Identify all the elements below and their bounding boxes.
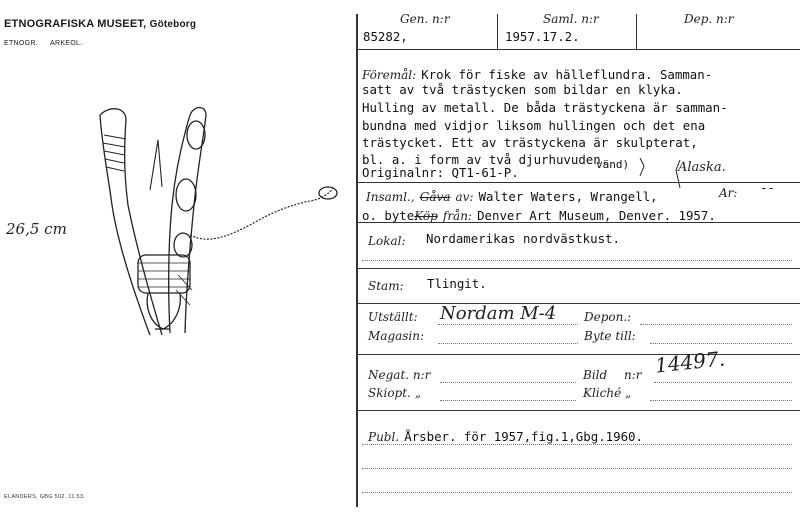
depon-label: Depon.: [584,310,632,324]
museum-city: Göteborg [149,19,197,30]
publ-dotted-line-2 [362,468,792,469]
rule-after-magasin [357,354,800,355]
foremal-label: Föremål: [362,68,417,82]
publ-dotted-line-3 [362,492,792,493]
foremal-text-2: satt av två trästycken som bildar en klyka. [362,82,683,97]
card-divider [356,14,358,507]
foremal-line-1 [362,64,712,83]
museum-name: ETNOGRAFISKA MUSEET, [4,18,147,30]
lokal-label: Lokal: [368,234,406,248]
gen-nr-value: 85282, [363,29,408,44]
lokal-dotted-line [362,260,792,261]
foremal-text-3: Hulling av metall. De båda trästyckena är samman- [362,100,728,115]
skiopt-dotted-line [440,400,576,401]
department-archaeology: ARKEOL. [50,40,83,47]
publ-label: Publ. [368,430,400,444]
publ-row [368,426,643,445]
rule-after-ids [357,49,800,50]
insaml-struck-gift: Gåva [419,190,451,204]
byte-till-dotted-line [650,343,792,344]
kliche-dotted-line [650,400,792,401]
lokal-value: Nordamerikas nordvästkust. [426,231,620,246]
magasin-label: Magasin: [368,329,425,343]
insaml-value: Walter Waters, Wrangell, [478,189,658,204]
byte-till-label: Byte till: [584,329,636,343]
department-ethnography: ETNOGR. [4,40,38,47]
insaml-prefix: o. byte [362,208,415,223]
publ-value: Årsber. för 1957,fig.1,Gbg.1960. [404,429,643,444]
bild-dotted-line [654,382,792,383]
utstallt-label: Utställt: [368,310,418,324]
negat-dotted-line [440,382,576,383]
foremal-text-6: bl. a. i form av två djurhuvuden. [362,152,609,167]
rule-after-lokal [357,268,800,269]
foremal-insert: vänd) [596,158,630,171]
bild-nr-label: n:r [624,368,642,382]
id-divider-1 [497,14,498,49]
saml-nr-value: 1957.17.2. [505,29,580,44]
bild-value: 14497. [653,346,727,378]
museum-header [4,18,196,30]
id-divider-2 [636,14,637,49]
rule-after-skiopt [357,410,800,411]
insaml-av-label: av: [455,190,474,204]
foremal-text-5: trästycket. Ett av trästyckena är skulpterat, [362,135,698,150]
negat-label: Negat. n:r [368,368,431,382]
rule-after-foremal [357,182,800,183]
skiopt-label: Skiopt. „ [368,386,421,400]
insaml-row-1 [366,186,658,205]
bild-label: Bild [583,368,608,382]
gen-nr-label: Gen. n:r [400,12,450,26]
foremal-text-4: bundna med vidjor liksom hullingen och det ena [362,118,706,133]
foremal-text-1: Krok för fiske av hälleflundra. Samman- [421,67,713,82]
publ-dotted-line-1 [362,444,792,445]
saml-nr-label: Saml. n:r [543,12,599,26]
insaml-place-handwritten: Alaska. [678,160,726,175]
rule-after-insaml [357,222,800,223]
printer-footer: ELANDERS, GBG 502. 11.53. [4,494,86,500]
magasin-dotted-line [438,343,578,344]
utstallt-value: Nordam M-4 [440,303,557,324]
kliche-label: Kliché „ [583,386,632,400]
depon-dotted-line [640,324,792,325]
insaml-fran-value: Denver Art Museum, Denver. 1957. [477,208,716,223]
utstallt-dotted-line [438,324,578,325]
insaml-fran-label: från: [442,209,472,223]
ar-value: -- [760,180,775,195]
stam-value: Tlingit. [427,276,487,291]
ar-label: Ar: [719,186,738,200]
insaml-label: Insaml., [366,190,415,204]
stam-label: Stam: [368,279,404,293]
insaml-struck-purchase: Köp [414,209,438,223]
rule-after-stam [357,303,800,304]
dep-nr-label: Dep. n:r [684,12,734,26]
size-annotation: 26,5 cm [6,220,67,238]
originalnr: Originalnr: QT1-61-P. [362,165,519,180]
